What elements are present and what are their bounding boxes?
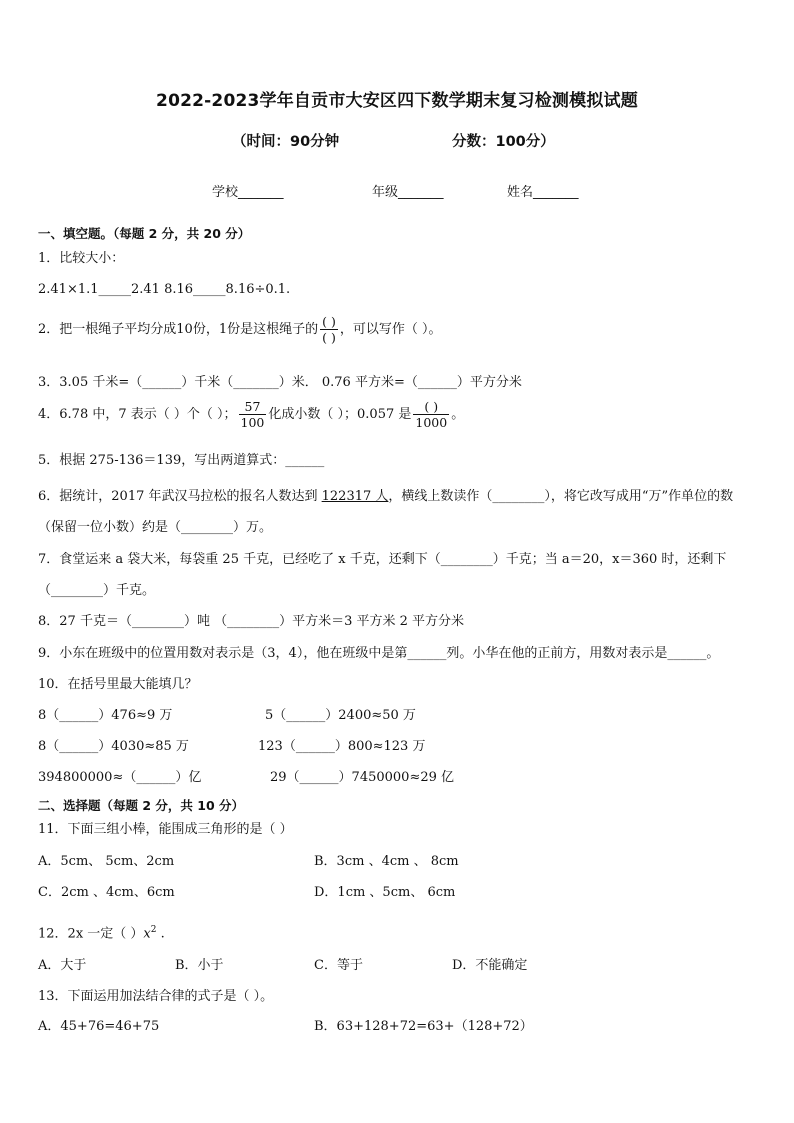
time-info: （时间：90分钟	[232, 134, 340, 150]
question-12	[38, 921, 165, 943]
question-3: 3．3.05 千米=（______）千米（_______）米． 0.76 平方米=（______）平方分米	[38, 375, 522, 390]
fraction: $\frac{( )}{1000}$	[415, 399, 448, 430]
option-b: B．63+128+72=63+（128+72）	[314, 1019, 533, 1034]
question-10-item: 394800000≈（______）亿	[38, 770, 202, 785]
option-b: B．小于	[175, 958, 224, 973]
variable: x	[143, 926, 151, 942]
question-12-text: 12．2x 一定（ ）	[38, 926, 144, 942]
question-10-item: 8（______）4030≈85 万	[38, 739, 189, 754]
option-d: D．1cm 、5cm、 6cm	[314, 885, 456, 900]
question-8: 8．27 千克＝（________）吨 （________）平方米＝3 平方米 2 平方分米	[38, 614, 465, 629]
question-10: 10．在括号里最大能填几？	[38, 677, 198, 692]
question-6-line2: （保留一位小数）约是（________）万。	[38, 520, 273, 535]
question-2	[38, 314, 441, 345]
question-9: 9．小东在班级中的位置用数对表示是（3，4），他在班级中是第______列。小华在他的正前方，用数对表示是______。	[38, 646, 720, 661]
question-10-item: 29（______）7450000≈29 亿	[270, 770, 455, 785]
option-c: C．等于	[314, 958, 363, 973]
option-a: A．45+76=46+75	[38, 1019, 160, 1034]
section-heading-choice: 二、选择题（每题 2 分，共 10 分）	[38, 798, 245, 813]
question-10-item: 8（______）476≈9 万	[38, 708, 173, 723]
question-1-line: 2.41×1.1_____2.41 8.16_____8.16÷0.1.	[38, 282, 291, 297]
question-12-tail: .	[156, 926, 165, 942]
question-6-tail: ，横线上数读作（________），将它改写成用“万”作单位的数	[388, 489, 734, 504]
question-2-text: 2．把一根绳子平均分成10份，1份是这根绳子的	[38, 322, 319, 337]
question-10-item: 123（______）800≈123 万	[258, 739, 426, 754]
option-a: A．5cm、 5cm、2cm	[38, 854, 175, 869]
exponent: 2	[150, 925, 157, 935]
page-title: 2022-2023学年自贡市大安区四下数学期末复习检测模拟试题	[156, 91, 638, 111]
fraction: $\frac{( )}{( )}$	[322, 314, 336, 345]
question-4-tail: 。	[451, 407, 465, 422]
question-10-item: 5（______）2400≈50 万	[265, 708, 416, 723]
question-7: 7．食堂运来 a 袋大米，每袋重 25 千克，已经吃了 x 千克，还剩下（________）千克；当 a＝20，x＝360 时，还剩下	[38, 552, 727, 567]
question-11: 11．下面三组小棒，能围成三角形的是（ ）	[38, 822, 293, 837]
option-c: C．2cm 、4cm、6cm	[38, 885, 175, 900]
question-4-mid: 化成小数（ ）；0.057 是	[268, 407, 412, 422]
question-5: 5．根据 275-136＝139，写出两道算式：______	[38, 453, 325, 468]
question-2-tail: ，可以写作（ ）。	[339, 322, 442, 337]
grade-field: 年级_______	[372, 185, 444, 200]
question-4	[38, 399, 464, 430]
underlined-number: 122317 人	[321, 489, 389, 504]
question-7-line2: （________）千克。	[38, 583, 156, 598]
option-b: B．3cm 、4cm 、 8cm	[314, 854, 459, 869]
question-6	[38, 488, 733, 506]
score-info: 分数：100分）	[452, 134, 555, 150]
section-heading-fill: 一、填空题。（每题 2 分，共 20 分）	[38, 226, 251, 241]
name-field: 姓名_______	[507, 185, 579, 200]
school-field: 学校_______	[212, 185, 284, 200]
question-6-text: 6．据统计，2017 年武汉马拉松的报名人数达到	[38, 489, 322, 504]
fraction: $\frac{57}{100}$	[240, 399, 265, 430]
question-1: 1．比较大小：	[38, 251, 125, 266]
question-13: 13．下面运用加法结合律的式子是（ ）。	[38, 989, 274, 1004]
option-d: D．不能确定	[452, 958, 528, 973]
option-a: A．大于	[38, 958, 87, 973]
question-4-text: 4．6.78 中，7 表示（ ）个（ ）；	[38, 407, 237, 422]
